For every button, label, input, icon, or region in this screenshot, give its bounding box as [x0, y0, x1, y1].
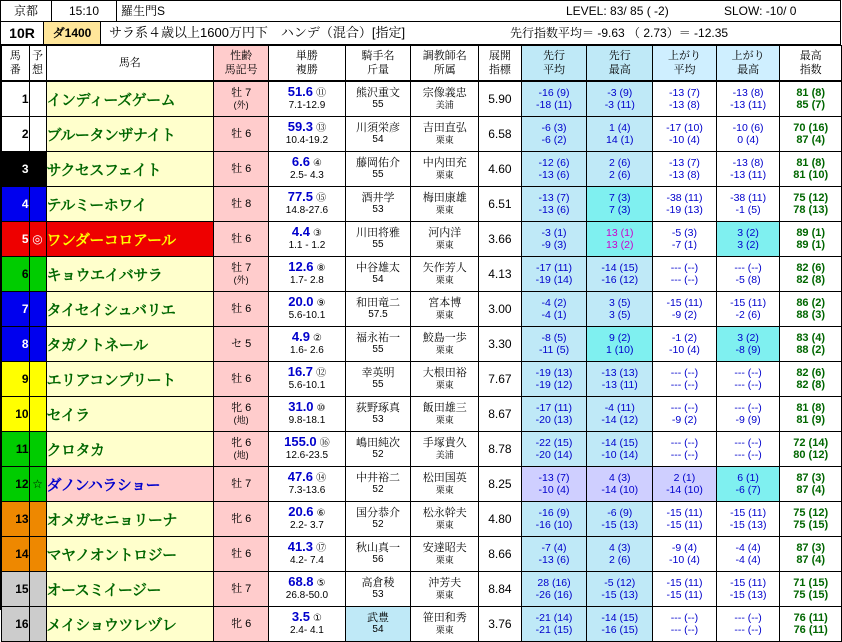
best-index: 87 (3) 87 (4): [780, 467, 842, 502]
race-title: 羅生門S: [121, 4, 166, 18]
jockey-cell[interactable]: 高倉稜 53: [345, 572, 411, 607]
development-index: 8.84: [479, 572, 521, 607]
sp-maximum: -14 (15) -10 (14): [587, 432, 653, 467]
horse-name[interactable]: セイラ: [46, 397, 214, 432]
ag-maximum: -4 (4) -4 (4): [716, 537, 780, 572]
horse-name[interactable]: インディーズゲーム: [46, 82, 214, 117]
horse-number[interactable]: 5: [2, 222, 30, 257]
ag-average: 2 (1) -14 (10): [653, 467, 717, 502]
race-conditions: サラ系４歳以上1600万円下 ハンデ（混合）[指定]: [109, 25, 406, 40]
horse-name[interactable]: オメガセニョリーナ: [46, 502, 214, 537]
index-average: 先行指数平均＝ -9.63 （ 2.73）＝ -12.35: [510, 26, 729, 40]
table-row[interactable]: [2, 432, 842, 467]
jockey-cell[interactable]: 酒井学 53: [345, 187, 411, 222]
table-row[interactable]: [2, 467, 842, 502]
jockey-cell[interactable]: 幸英明 55: [345, 362, 411, 397]
best-index: 81 (8) 85 (7): [780, 82, 842, 117]
odds-cell[interactable]: 47.6 ⑭ 7.3-13.6: [269, 467, 345, 502]
ag-average: -15 (11) -9 (2): [653, 292, 717, 327]
horse-name[interactable]: キョウエイバサラ: [46, 257, 214, 292]
development-index: 8.78: [479, 432, 521, 467]
top-header-bar: [1, 1, 840, 22]
sp-maximum: -14 (15) -16 (15): [587, 607, 653, 642]
sex-age: 牡 6: [214, 292, 269, 327]
ag-average: -17 (10) -10 (4): [653, 117, 717, 152]
jockey-cell[interactable]: 嶋田純次 52: [345, 432, 411, 467]
best-index: 87 (3) 87 (4): [780, 537, 842, 572]
col-mark: 予 想: [29, 46, 46, 81]
best-index: 71 (15) 75 (15): [780, 572, 842, 607]
sex-age: 牝 6 (地): [214, 432, 269, 467]
ag-average: -5 (3) -7 (1): [653, 222, 717, 257]
odds-cell[interactable]: 6.6 ④ 2.5- 4.3: [269, 152, 345, 187]
odds-cell[interactable]: 41.3 ⑰ 4.2- 7.4: [269, 537, 345, 572]
ag-maximum: --- (--) --- (--): [716, 432, 780, 467]
development-index: 8.66: [479, 537, 521, 572]
jockey-cell[interactable]: 川須栄彦 54: [345, 117, 411, 152]
ag-average: -1 (2) -10 (4): [653, 327, 717, 362]
table-row[interactable]: [2, 292, 842, 327]
jockey-cell[interactable]: 荻野琢真 53: [345, 397, 411, 432]
development-index: 6.51: [479, 187, 521, 222]
ag-average: -13 (7) -13 (8): [653, 152, 717, 187]
prediction-mark[interactable]: [29, 502, 46, 537]
jockey-cell[interactable]: 武豊 54: [345, 607, 411, 642]
sex-age: 牡 6: [214, 117, 269, 152]
ag-maximum: 6 (1) -6 (7): [716, 467, 780, 502]
development-index: 8.67: [479, 397, 521, 432]
horse-name[interactable]: クロタカ: [46, 432, 214, 467]
table-row[interactable]: [2, 152, 842, 187]
prediction-mark[interactable]: [29, 537, 46, 572]
prediction-mark[interactable]: ☆: [29, 467, 46, 502]
sex-age: 牝 6: [214, 607, 269, 642]
table-row[interactable]: [2, 222, 842, 257]
ag-maximum: --- (--) --- (--): [716, 607, 780, 642]
best-index: 83 (4) 88 (2): [780, 327, 842, 362]
sp-average: -12 (6) -13 (6): [521, 152, 587, 187]
sp-maximum: -14 (15) -16 (12): [587, 257, 653, 292]
horse-number[interactable]: 10: [2, 397, 30, 432]
horse-name[interactable]: ダノンハラショー: [46, 467, 214, 502]
sp-average: 28 (16) -26 (16): [521, 572, 587, 607]
col-ag-max: 上がり 最高: [716, 46, 780, 81]
trainer-cell[interactable]: 吉田直弘 栗東: [411, 117, 479, 152]
sp-average: -16 (9) -18 (11): [521, 82, 587, 117]
course-distance: ダ1400: [44, 22, 101, 44]
odds-cell[interactable]: 16.7 ⑫ 5.6-10.1: [269, 362, 345, 397]
odds-cell[interactable]: 4.4 ③ 1.1 - 1.2: [269, 222, 345, 257]
ag-average: -38 (11) -19 (13): [653, 187, 717, 222]
jockey-cell[interactable]: 和田竜二 57.5: [345, 292, 411, 327]
sex-age: 牡 7 (外): [214, 257, 269, 292]
odds-cell[interactable]: 4.9 ② 1.6- 2.6: [269, 327, 345, 362]
trainer-cell[interactable]: 大根田裕 栗東: [411, 362, 479, 397]
odds-cell[interactable]: 31.0 ⑩ 9.8-18.1: [269, 397, 345, 432]
ag-maximum: -13 (8) -13 (11): [716, 82, 780, 117]
odds-cell[interactable]: 12.6 ⑧ 1.7- 2.8: [269, 257, 345, 292]
ag-average: -13 (7) -13 (8): [653, 82, 717, 117]
ag-maximum: -13 (8) -13 (11): [716, 152, 780, 187]
horse-number[interactable]: 14: [2, 537, 30, 572]
odds-cell[interactable]: 3.5 ① 2.4- 4.1: [269, 607, 345, 642]
jockey-cell[interactable]: 秋山真一 56: [345, 537, 411, 572]
horse-number[interactable]: 6: [2, 257, 30, 292]
entries-body-table: [1, 81, 842, 642]
best-index: 81 (8) 81 (9): [780, 397, 842, 432]
best-index: 70 (16) 87 (4): [780, 117, 842, 152]
ag-average: -9 (4) -10 (4): [653, 537, 717, 572]
col-name: 馬名: [46, 46, 214, 81]
prediction-mark[interactable]: [29, 187, 46, 222]
sex-age: 牡 8: [214, 187, 269, 222]
col-best: 最高 指数: [780, 46, 842, 81]
table-row[interactable]: [2, 362, 842, 397]
sex-age: 牝 6 (地): [214, 397, 269, 432]
ag-average: -15 (11) -15 (11): [653, 572, 717, 607]
trainer-cell[interactable]: 沖芳夫 栗東: [411, 572, 479, 607]
trainer-cell[interactable]: 矢作芳人 栗東: [411, 257, 479, 292]
odds-cell[interactable]: 51.6 ⑪ 7.1-12.9: [269, 82, 345, 117]
sp-average: -13 (7) -13 (6): [521, 187, 587, 222]
prediction-mark[interactable]: [29, 117, 46, 152]
table-row[interactable]: [2, 187, 842, 222]
horse-number[interactable]: 3: [2, 152, 30, 187]
prediction-mark[interactable]: [29, 362, 46, 397]
development-index: 5.90: [479, 82, 521, 117]
col-sex: 性齢 馬記号: [214, 46, 269, 81]
horse-name[interactable]: ブルータンザナイト: [46, 117, 214, 152]
table-row[interactable]: [2, 572, 842, 607]
best-index: 81 (8) 81 (10): [780, 152, 842, 187]
level-label: LEVEL: 83/ 85 ( -2): [566, 4, 669, 18]
ag-average: --- (--) --- (--): [653, 432, 717, 467]
trainer-cell[interactable]: 松永幹夫 栗東: [411, 502, 479, 537]
horse-name[interactable]: テルミーホワイ: [46, 187, 214, 222]
horse-name[interactable]: ワンダーコロアール: [46, 222, 214, 257]
sp-average: -17 (11) -19 (14): [521, 257, 587, 292]
col-dev: 展開 指標: [479, 46, 521, 81]
trainer-cell[interactable]: 宗像義忠 美浦: [411, 82, 479, 117]
prediction-mark[interactable]: [29, 257, 46, 292]
col-no: 馬 番: [2, 46, 30, 81]
table-header-row: [2, 46, 842, 81]
jockey-cell[interactable]: 福永祐一 55: [345, 327, 411, 362]
col-sp-avg: 先行 平均: [521, 46, 587, 81]
col-ag-avg: 上がり 平均: [653, 46, 717, 81]
table-row[interactable]: [2, 502, 842, 537]
trainer-cell[interactable]: 笹田和秀 栗東: [411, 607, 479, 642]
sp-maximum: 4 (3) -14 (10): [587, 467, 653, 502]
odds-cell[interactable]: 20.6 ⑥ 2.2- 3.7: [269, 502, 345, 537]
horse-number[interactable]: 4: [2, 187, 30, 222]
best-index: 89 (1) 89 (1): [780, 222, 842, 257]
ag-maximum: -10 (6) 0 (4): [716, 117, 780, 152]
ag-maximum: --- (--) --- (--): [716, 362, 780, 397]
prediction-mark[interactable]: [29, 82, 46, 117]
sp-maximum: 4 (3) 2 (6): [587, 537, 653, 572]
development-index: 4.60: [479, 152, 521, 187]
best-index: 75 (12) 75 (15): [780, 502, 842, 537]
horse-name[interactable]: タイセイシュバリエ: [46, 292, 214, 327]
horse-name[interactable]: マヤノオントロジー: [46, 537, 214, 572]
sex-age: 牡 6: [214, 152, 269, 187]
table-row[interactable]: [2, 327, 842, 362]
sp-maximum: 1 (4) 14 (1): [587, 117, 653, 152]
best-index: 75 (12) 78 (13): [780, 187, 842, 222]
sp-average: -19 (13) -19 (12): [521, 362, 587, 397]
ag-average: --- (--) -9 (2): [653, 397, 717, 432]
sp-average: -6 (3) -6 (2): [521, 117, 587, 152]
sp-average: -21 (14) -21 (15): [521, 607, 587, 642]
sp-average: -4 (2) -4 (1): [521, 292, 587, 327]
horse-name[interactable]: エリアコンプリート: [46, 362, 214, 397]
jockey-cell[interactable]: 中谷雄太 54: [345, 257, 411, 292]
horse-number[interactable]: 16: [2, 607, 30, 642]
race-number: 10R: [1, 22, 44, 44]
best-index: 72 (14) 80 (12): [780, 432, 842, 467]
development-index: 3.30: [479, 327, 521, 362]
trainer-cell[interactable]: 河内洋 栗東: [411, 222, 479, 257]
sp-average: -22 (15) -20 (14): [521, 432, 587, 467]
prediction-mark[interactable]: ◎: [29, 222, 46, 257]
prediction-mark[interactable]: [29, 152, 46, 187]
sex-age: 牝 6: [214, 502, 269, 537]
sp-maximum: 2 (6) 2 (6): [587, 152, 653, 187]
horse-number[interactable]: 15: [2, 572, 30, 607]
ag-average: -15 (11) -15 (11): [653, 502, 717, 537]
sp-average: -7 (4) -13 (6): [521, 537, 587, 572]
sp-maximum: 7 (3) 7 (3): [587, 187, 653, 222]
jockey-cell[interactable]: 中井裕二 52: [345, 467, 411, 502]
development-index: 3.76: [479, 607, 521, 642]
sex-age: 牡 6: [214, 222, 269, 257]
jockey-cell[interactable]: 国分恭介 52: [345, 502, 411, 537]
col-sp-max: 先行 最高: [587, 46, 653, 81]
sp-average: -16 (9) -16 (10): [521, 502, 587, 537]
trainer-cell[interactable]: 松田国英 栗東: [411, 467, 479, 502]
sp-average: -8 (5) -11 (5): [521, 327, 587, 362]
sex-age: 牡 6: [214, 537, 269, 572]
ag-maximum: --- (--) -5 (8): [716, 257, 780, 292]
sp-average: -13 (7) -10 (4): [521, 467, 587, 502]
post-time-label: 15:10: [52, 1, 117, 21]
odds-cell[interactable]: 77.5 ⑮ 14.8-27.6: [269, 187, 345, 222]
development-index: 4.13: [479, 257, 521, 292]
col-odds: 単勝 複勝: [269, 46, 345, 81]
ag-maximum: -38 (11) -1 (5): [716, 187, 780, 222]
development-index: 3.00: [479, 292, 521, 327]
prediction-mark[interactable]: [29, 327, 46, 362]
horse-name[interactable]: メイショウツレヅレ: [46, 607, 214, 642]
prediction-mark[interactable]: [29, 432, 46, 467]
sp-maximum: -13 (13) -13 (11): [587, 362, 653, 397]
ag-maximum: 3 (2) -8 (9): [716, 327, 780, 362]
prediction-mark[interactable]: [29, 572, 46, 607]
development-index: 7.67: [479, 362, 521, 397]
sp-maximum: -3 (9) -3 (11): [587, 82, 653, 117]
trainer-cell[interactable]: 梅田康雄 栗東: [411, 187, 479, 222]
odds-cell[interactable]: 68.8 ⑤ 26.8-50.0: [269, 572, 345, 607]
ag-maximum: 3 (2) 3 (2): [716, 222, 780, 257]
slow-label: SLOW: -10/ 0: [724, 4, 797, 18]
table-row[interactable]: [2, 607, 842, 642]
horse-name[interactable]: オースミイージー: [46, 572, 214, 607]
sp-maximum: -6 (9) -15 (13): [587, 502, 653, 537]
horse-number[interactable]: 1: [2, 82, 30, 117]
prediction-mark[interactable]: [29, 292, 46, 327]
race-info-bar: [1, 22, 840, 45]
horse-name[interactable]: サクセスフェイト: [46, 152, 214, 187]
horse-number[interactable]: 13: [2, 502, 30, 537]
sex-age: 牡 7: [214, 467, 269, 502]
table-row[interactable]: [2, 257, 842, 292]
odds-cell[interactable]: 20.0 ⑨ 5.6-10.1: [269, 292, 345, 327]
horse-number[interactable]: 2: [2, 117, 30, 152]
sex-age: 牡 7: [214, 572, 269, 607]
prediction-mark[interactable]: [29, 607, 46, 642]
best-index: 86 (2) 88 (3): [780, 292, 842, 327]
table-row[interactable]: [2, 537, 842, 572]
ag-average: --- (--) --- (--): [653, 362, 717, 397]
best-index: 82 (6) 82 (8): [780, 257, 842, 292]
development-index: 8.25: [479, 467, 521, 502]
sp-maximum: 3 (5) 3 (5): [587, 292, 653, 327]
ag-average: --- (--) --- (--): [653, 257, 717, 292]
sp-maximum: 9 (2) 1 (10): [587, 327, 653, 362]
sp-maximum: -4 (11) -14 (12): [587, 397, 653, 432]
odds-cell[interactable]: 155.0 ⑯ 12.6-23.5: [269, 432, 345, 467]
ag-maximum: -15 (11) -15 (13): [716, 572, 780, 607]
trainer-cell[interactable]: 飯田雄三 栗東: [411, 397, 479, 432]
sex-age: セ 5: [214, 327, 269, 362]
trainer-cell[interactable]: 手塚貴久 美浦: [411, 432, 479, 467]
col-jockey: 騎手名 斤量: [345, 46, 411, 81]
table-row[interactable]: [2, 117, 842, 152]
horse-number[interactable]: 11: [2, 432, 30, 467]
jockey-cell[interactable]: 藤岡佑介 55: [345, 152, 411, 187]
table-row[interactable]: [2, 397, 842, 432]
jockey-cell[interactable]: 川田将雅 55: [345, 222, 411, 257]
racecourse-label: 京都: [1, 1, 52, 21]
trainer-cell[interactable]: 安達昭夫 栗東: [411, 537, 479, 572]
development-index: 6.58: [479, 117, 521, 152]
ag-average: --- (--) --- (--): [653, 607, 717, 642]
best-index: 76 (11) 76 (11): [780, 607, 842, 642]
sex-age: 牡 7 (外): [214, 82, 269, 117]
sp-average: -3 (1) -9 (3): [521, 222, 587, 257]
table-row[interactable]: [2, 82, 842, 117]
entries-rows-host: [1, 81, 840, 642]
ag-maximum: --- (--) -9 (9): [716, 397, 780, 432]
horse-name[interactable]: タガノトネール: [46, 327, 214, 362]
sp-maximum: 13 (1) 13 (2): [587, 222, 653, 257]
ag-maximum: -15 (11) -2 (6): [716, 292, 780, 327]
horse-number[interactable]: 7: [2, 292, 30, 327]
ag-maximum: -15 (11) -15 (13): [716, 502, 780, 537]
entries-table: [1, 45, 842, 81]
horse-number[interactable]: 12: [2, 467, 30, 502]
development-index: 4.80: [479, 502, 521, 537]
jockey-cell[interactable]: 熊沢重文 55: [345, 82, 411, 117]
horse-number[interactable]: 9: [2, 362, 30, 397]
best-index: 82 (6) 82 (8): [780, 362, 842, 397]
sp-maximum: -5 (12) -15 (13): [587, 572, 653, 607]
sp-average: -17 (11) -20 (13): [521, 397, 587, 432]
development-index: 3.66: [479, 222, 521, 257]
trainer-cell[interactable]: 鮫島一歩 栗東: [411, 327, 479, 362]
odds-cell[interactable]: 59.3 ⑬ 10.4-19.2: [269, 117, 345, 152]
prediction-mark[interactable]: [29, 397, 46, 432]
col-trainer: 調教師名 所属: [411, 46, 479, 81]
horse-number[interactable]: 8: [2, 327, 30, 362]
sex-age: 牡 6: [214, 362, 269, 397]
trainer-cell[interactable]: 宮本博 栗東: [411, 292, 479, 327]
trainer-cell[interactable]: 中内田充 栗東: [411, 152, 479, 187]
